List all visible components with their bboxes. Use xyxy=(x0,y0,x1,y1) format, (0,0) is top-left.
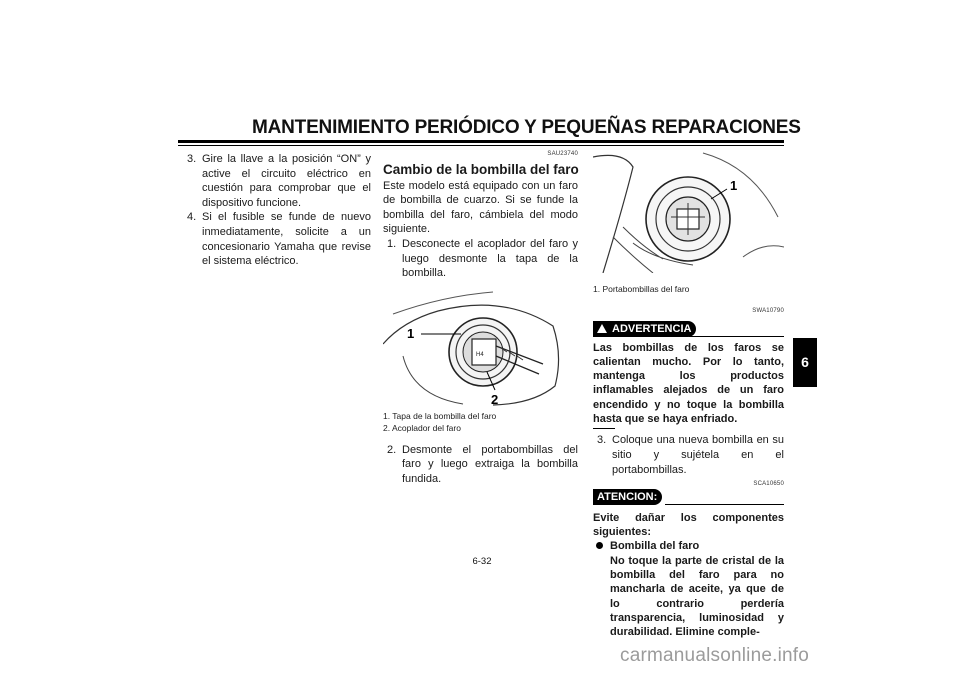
step-3 xyxy=(597,433,784,477)
bullet-title: Bombilla del faro xyxy=(610,540,700,553)
caution-label: ATENCION: xyxy=(593,489,662,505)
column-2 xyxy=(383,147,578,487)
step-4-fuse xyxy=(187,210,371,268)
figure-callout-2: 2 xyxy=(491,391,499,407)
figure-caption-2: 2. Acoplador del faro xyxy=(383,422,461,433)
warning-end-rule xyxy=(593,428,615,429)
caution-bullet-text: No toque la parte de cristal de la bombilla del faro para no mancharla de aceite, ya que de lo contrario perdería transparencia, luminosidad y durabilidad. Elimine comple- xyxy=(610,554,784,639)
step-text: Gire la llave a la posición “ON” y active el circuito eléctrico en cuestión para comprobar que el dispositivo funcione. xyxy=(202,153,371,209)
section-intro: Este modelo está equipado con un faro de bombilla de cuarzo. Si se funde la bombilla del faro, cámbiela del modo siguiente. xyxy=(383,179,578,236)
step-2 xyxy=(387,443,578,487)
step-number: 3. xyxy=(187,153,197,165)
headlight-cover-figure xyxy=(383,286,578,408)
step-number: 4. xyxy=(187,211,197,224)
title-rule-thin xyxy=(178,145,784,146)
figure-callout-1: 1 xyxy=(407,325,415,341)
warning-banner xyxy=(593,321,784,337)
caution-bullet xyxy=(593,539,784,553)
caution-banner xyxy=(593,489,784,505)
warning-rule xyxy=(689,336,784,337)
step-text: Desconecte el acoplador del faro y luego desmonte la tapa de la bombilla. xyxy=(402,237,578,280)
step-text: Coloque una nueva bombilla en su sitio y sujétela en el portabombillas. xyxy=(612,434,784,476)
caution-code: SCA10650 xyxy=(753,481,784,488)
headlight-bulb-holder-figure xyxy=(593,147,784,273)
section-code: SAU23740 xyxy=(547,151,578,157)
warning-triangle-icon xyxy=(597,324,607,333)
column-3 xyxy=(593,147,784,639)
warning-label xyxy=(593,321,696,337)
column-1 xyxy=(187,152,371,269)
warning-code: SWA10790 xyxy=(752,308,784,314)
caution-intro: Evite dañar los componentes siguientes: xyxy=(593,511,784,539)
step-3-fuse xyxy=(187,152,371,210)
chapter-tab[interactable]: 6 xyxy=(793,338,817,387)
figure-caption-3: 1. Portabombillas del faro xyxy=(593,284,690,294)
step-text: Desmonte el portabombillas del faro y luego extraiga la bombilla fundida. xyxy=(402,443,578,485)
step-number: 1. xyxy=(387,237,397,250)
watermark: carmanualsonline.info xyxy=(620,645,810,666)
caution-rule xyxy=(665,504,784,505)
step-number: 3. xyxy=(597,434,607,447)
warning-text-label: ADVERTENCIA xyxy=(612,322,692,335)
page-title: MANTENIMIENTO PERIÓDICO Y PEQUEÑAS REPARACIONES xyxy=(252,117,801,138)
bullet-dot-icon xyxy=(596,542,603,549)
title-rule xyxy=(178,140,784,143)
warning-text: Las bombillas de los faros se calientan mucho. Por lo tanto, mantenga los productos inflamables alejados de un faro encendido y no toque la bombilla hasta que se haya enfriado. xyxy=(593,341,784,426)
section-heading: Cambio de la bombilla del faro xyxy=(383,161,579,177)
step-number: 2. xyxy=(387,443,397,456)
step-1 xyxy=(387,237,578,281)
svg-text:H4: H4 xyxy=(476,351,484,358)
figure-callout-1: 1 xyxy=(730,178,738,193)
step-text: Si el fusible se funde de nuevo inmediatamente, solicite a un concesionario Yamaha que revise el sistema eléctrico. xyxy=(202,211,371,268)
page-number: 6-32 xyxy=(472,556,492,567)
figure-caption-1: 1. Tapa de la bombilla del faro xyxy=(383,410,497,421)
